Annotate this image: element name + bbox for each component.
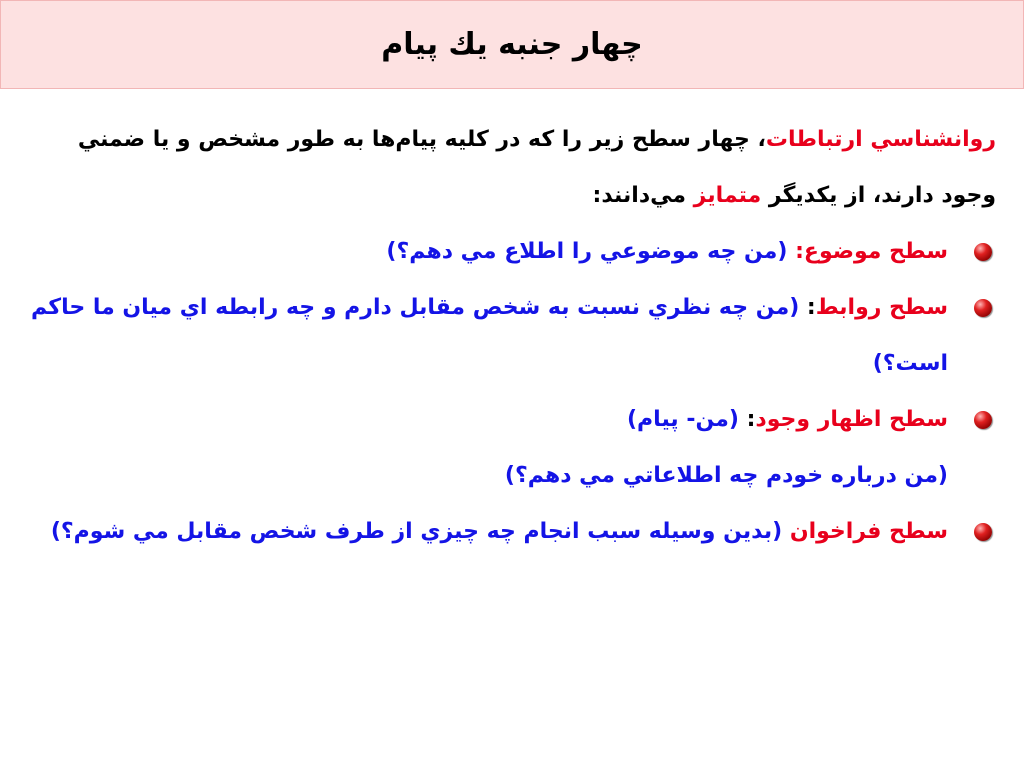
bullet-item-topic (24, 224, 996, 280)
slide-title: چهار جنبه يك پيام (381, 27, 643, 62)
bullet-item-appeal (24, 504, 996, 560)
bullet-item-relations (24, 280, 996, 392)
intro-highlight: متمايز (693, 183, 762, 208)
slide-title-bar (0, 0, 1024, 89)
intro-term: روانشناسي ارتباطات (765, 127, 996, 152)
item-desc: (بدين وسيله سبب انجام چه چيزي از طرف شخص مقابل مي شوم؟) (50, 519, 783, 544)
item-desc: (من چه موضوعي را اطلاع مي دهم؟) (386, 239, 796, 264)
intro-text-2: مي‌دانند: (592, 183, 694, 208)
item-separator: : (738, 407, 756, 432)
bullet-item-self-expression (24, 392, 996, 448)
sub-item-self-info (24, 448, 996, 504)
item-label: سطح فراخوان (782, 519, 948, 544)
bullet-icon (974, 411, 992, 429)
item-separator: : (799, 295, 816, 320)
bullet-icon (974, 243, 992, 261)
item-desc: (من چه نظري نسبت به شخص مقابل دارم و چه رابطه اي ميان ما حاکم است؟) (31, 295, 948, 376)
slide-content (24, 112, 996, 560)
bullet-icon (974, 299, 992, 317)
item-label: سطح روابط (815, 295, 948, 320)
intro-paragraph (24, 112, 996, 224)
item-desc: (من- پيام) (627, 407, 739, 432)
item-label: سطح موضوع: (795, 239, 948, 264)
intro-text-1: ، چهار سطح زير را که در کليه پيام‌ها به طور مشخص و يا ضمني وجود دارند، از يکديگر (77, 127, 996, 208)
bullet-icon (974, 523, 992, 541)
item-label: سطح اظهار وجود (755, 407, 948, 432)
item-desc: (من درباره خودم چه اطلاعاتي مي دهم؟) (504, 463, 948, 488)
